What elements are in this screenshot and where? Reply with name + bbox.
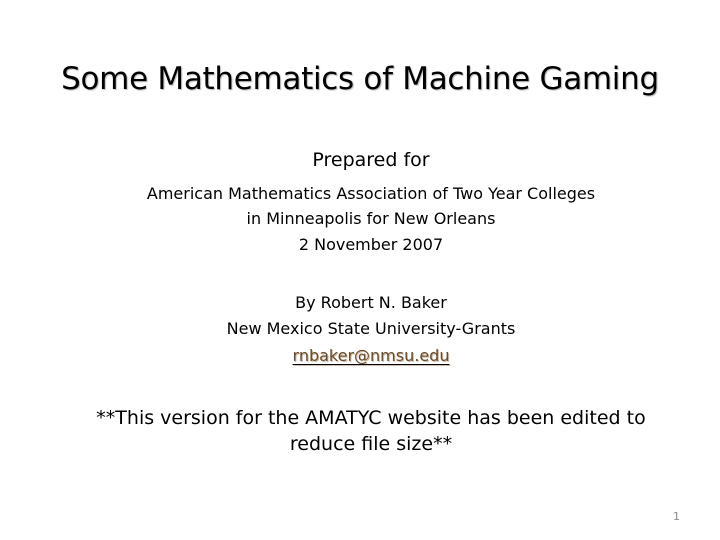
author-affiliation: New Mexico State University-Grants — [226, 319, 516, 338]
event-line-date: 2 November 2007 — [298, 235, 444, 254]
page-number: 1 — [673, 510, 680, 523]
author-name: By Robert N. Baker — [295, 293, 447, 312]
slide-title: Some Mathematics of Machine Gaming — [61, 61, 659, 97]
event-line-organization: American Mathematics Association of Two Year Colleges — [146, 184, 596, 203]
edit-note-line-1: **This version for the AMATYC website has been edited to — [96, 407, 646, 429]
event-line-location: in Minneapolis for New Orleans — [246, 209, 496, 228]
prepared-for-text: Prepared for — [312, 149, 430, 171]
edit-note-line-2: reduce file size** — [289, 433, 453, 455]
author-email-line — [0, 344, 720, 368]
author-email-link[interactable]: rnbaker@nmsu.edu — [292, 346, 450, 365]
